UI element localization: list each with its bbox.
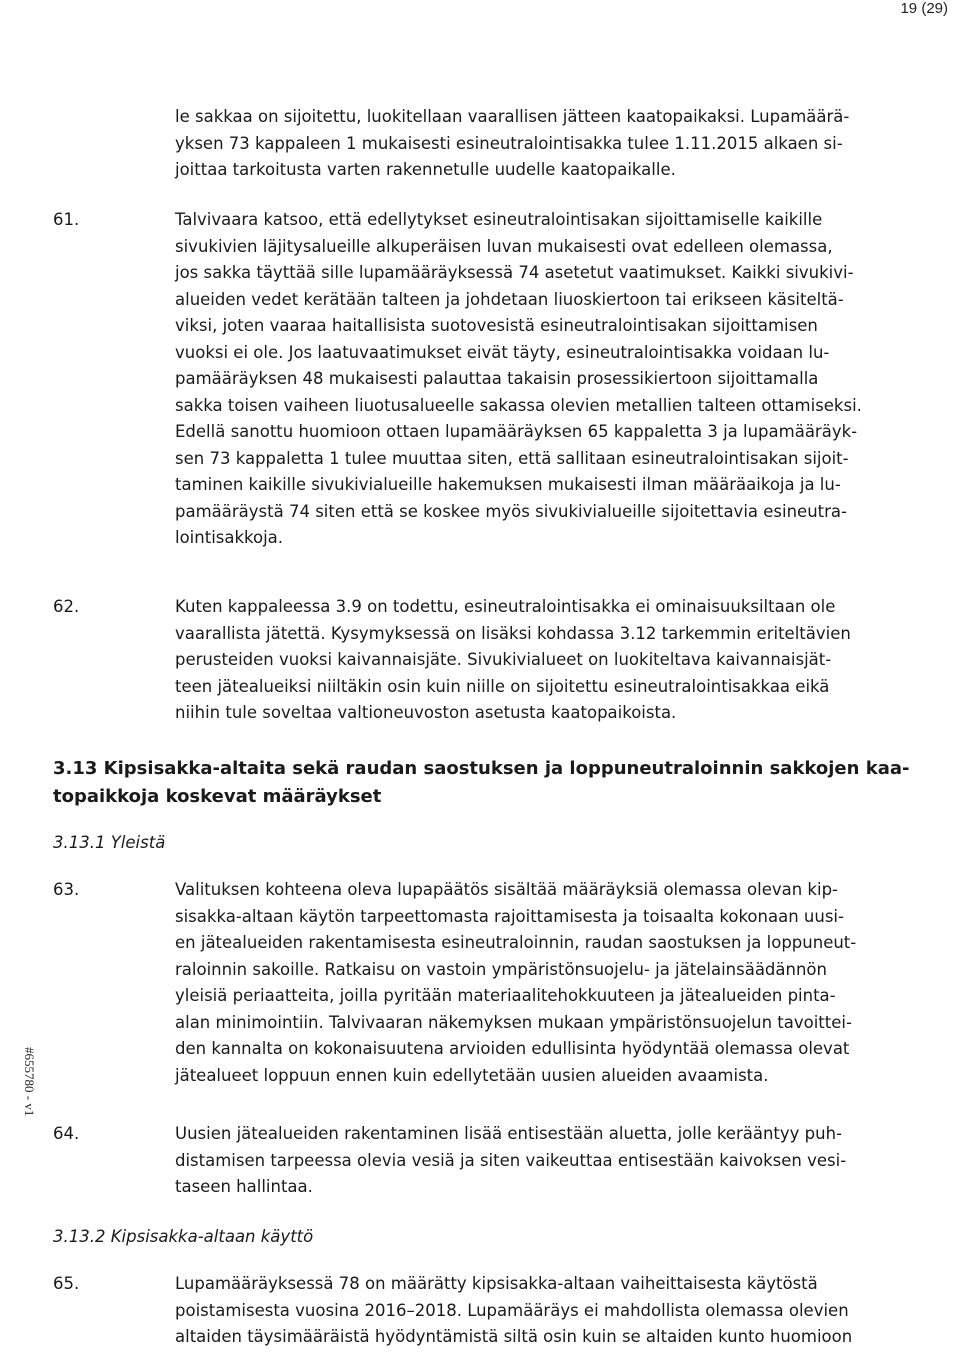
text-line: poistamisesta vuosina 2016–2018. Lupamääräys ei mahdollista olemassa olevien bbox=[175, 1300, 849, 1320]
subheading-yleista: 3.13.1 Yleistä bbox=[53, 833, 166, 852]
text-line: Talvivaara katsoo, että edellytykset esineutralointisakan sijoittamiselle kaikille bbox=[175, 210, 823, 229]
text-line: perusteiden vuoksi kaivannaisjäte. Sivukivialueet on luokiteltava kaivannaisjät- bbox=[175, 650, 832, 669]
paragraph-number: 64. bbox=[53, 1124, 80, 1143]
text-line: raloinnin sakoille. Ratkaisu on vastoin ympäristönsuojelu- ja jätelainsäädännön bbox=[175, 959, 827, 979]
text-line: Valituksen kohteena oleva lupapäätös sisältää määräyksiä olemassa olevan kip- bbox=[175, 880, 838, 899]
text-line: lointisakkoja. bbox=[175, 528, 284, 547]
text-line: jätealueet loppuun ennen kuin edellytetään uusien alueiden avaamista. bbox=[175, 1065, 769, 1085]
text-line: taminen kaikille sivukivialueille hakemuksen mukaisesti ilman määräaikoja ja lu- bbox=[175, 475, 841, 494]
paragraph-64 bbox=[53, 1121, 953, 1201]
paragraph-text bbox=[175, 1121, 953, 1201]
text-line: yleisiä periaatteita, joilla pyritään materiaalitehokkuuteen ja jätealueiden pinta- bbox=[175, 986, 836, 1005]
text-line: le sakkaa on sijoitettu, luokitellaan vaarallisen jätteen kaatopaikaksi. Lupamäärä- bbox=[175, 107, 850, 126]
text-line: Edellä sanottu huomioon ottaen lupamääräyksen 65 kappaletta 3 ja lupamääräyk- bbox=[175, 422, 858, 441]
section-heading bbox=[53, 755, 953, 811]
text-line: vaarallista jätettä. Kysymyksessä on lisäksi kohdassa 3.12 tarkemmin eriteltävien bbox=[175, 623, 851, 643]
document-id-stamp: #655780 - v1 bbox=[22, 1047, 37, 1117]
paragraph-number: 65. bbox=[53, 1274, 80, 1293]
paragraph-text bbox=[175, 594, 953, 727]
text-line: sakka toisen vaiheen liuotusalueelle sakassa olevien metallien talteen ottamiseksi. bbox=[175, 395, 862, 415]
text-line: pamääräyksen 48 mukaisesti palauttaa takaisin prosessikiertoon sijoittamalla bbox=[175, 369, 819, 388]
text-line: niihin tule soveltaa valtioneuvoston asetusta kaatopaikoista. bbox=[175, 703, 677, 722]
paragraph-number: 61. bbox=[53, 210, 80, 229]
text-line: teen jätealueiksi niiltäkin osin kuin niille on sijoitettu esineutralointisakkaa eikä bbox=[175, 676, 830, 696]
text-line: en jätealueiden rakentamisesta esineutraloinnin, raudan saostuksen ja loppuneut- bbox=[175, 933, 857, 952]
paragraph-65 bbox=[53, 1271, 953, 1351]
text-line: Kuten kappaleessa 3.9 on todettu, esineutralointisakka ei ominaisuuksiltaan ole bbox=[175, 597, 836, 616]
text-line: altaiden täysimääräistä hyödyntämistä siltä osin kuin se altaiden kunto huomioon bbox=[175, 1327, 853, 1346]
text-line: distamisen tarpeessa olevia vesiä ja siten vaikeuttaa entisestään kaivoksen vesi- bbox=[175, 1150, 847, 1170]
text-line: taseen hallintaa. bbox=[175, 1177, 313, 1196]
text-line: sisakka-altaan käytön tarpeettomasta rajoittamisesta ja toisaalta kokonaan uusi- bbox=[175, 906, 844, 926]
paragraph-number: 62. bbox=[53, 597, 80, 616]
text-line: sivukivien läjitysalueille alkuperäisen luvan mukaisesti ovat edelleen olemassa, bbox=[175, 236, 833, 256]
page-number: 19 (29) bbox=[900, 0, 948, 17]
text-line: viksi, joten vaaraa haitallisista suotovesistä esineutralointisakan sijoittamisen bbox=[175, 316, 818, 335]
text-line: Lupamääräyksessä 78 on määrätty kipsisakka-altaan vaiheittaisesta käytöstä bbox=[175, 1274, 818, 1293]
text-line: joittaa tarkoitusta varten rakennetulle uudelle kaatopaikalle. bbox=[175, 160, 676, 179]
heading-line: 3.13 Kipsisakka-altaita sekä raudan saostuksen ja loppuneutraloinnin sakkojen kaa- bbox=[53, 758, 910, 779]
text-line: alueiden vedet kerätään talteen ja johdetaan liuoskiertoon tai erikseen käsiteltä- bbox=[175, 289, 844, 309]
paragraph-61 bbox=[53, 207, 953, 552]
paragraph-text bbox=[175, 1271, 953, 1351]
text-line: yksen 73 kappaleen 1 mukaisesti esineutralointisakka tulee 1.11.2015 alkaen si- bbox=[175, 133, 843, 153]
text-line: vuoksi ei ole. Jos laatuvaatimukset eivät täyty, esineutralointisakka voidaan lu- bbox=[175, 342, 830, 362]
text-line: den kannalta on kokonaisuutena arvioiden edullisinta hyödyntää olemassa olevat bbox=[175, 1039, 850, 1058]
text-line: alan minimointiin. Talvivaaran näkemyksen mukaan ympäristönsuojelun tavoittei- bbox=[175, 1012, 852, 1032]
text-line: Uusien jätealueiden rakentaminen lisää entisestään aluetta, jolle kerääntyy puh- bbox=[175, 1124, 843, 1143]
text-line: pamääräystä 74 siten että se koskee myös sivukivialueille sijoitettavia esineutra- bbox=[175, 501, 847, 521]
intro-paragraph bbox=[175, 104, 955, 184]
text-line: sen 73 kappaletta 1 tulee muuttaa siten, että sallitaan esineutralointisakan sijoit- bbox=[175, 448, 849, 468]
subheading-kipsisakka-altaan-kaytto: 3.13.2 Kipsisakka-altaan käyttö bbox=[53, 1227, 314, 1246]
paragraph-number: 63. bbox=[53, 880, 80, 899]
paragraph-text bbox=[175, 207, 953, 552]
heading-line: topaikkoja koskevat määräykset bbox=[53, 786, 382, 807]
text-line: jos sakka täyttää sille lupamääräyksessä 74 asetetut vaatimukset. Kaikki sivukivi- bbox=[175, 263, 854, 282]
paragraph-63 bbox=[53, 877, 953, 1089]
paragraph-text bbox=[175, 877, 953, 1089]
paragraph-62 bbox=[53, 594, 953, 727]
